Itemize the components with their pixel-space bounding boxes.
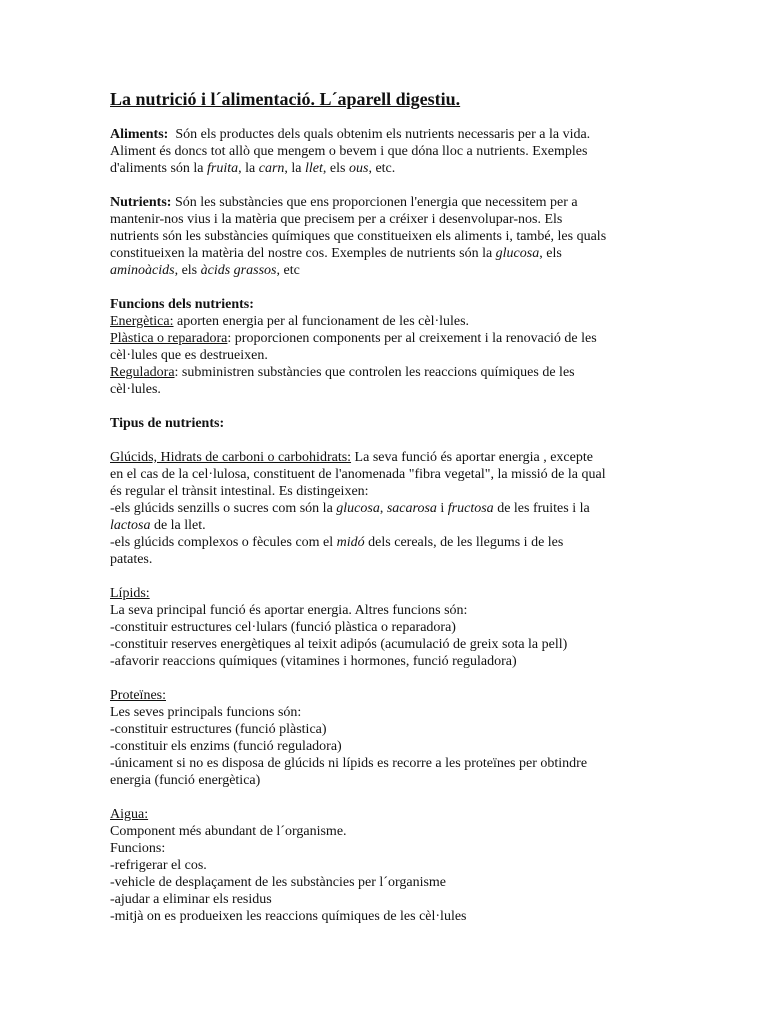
energetica-label: Energètica: <box>110 314 174 329</box>
section-nutrients: Nutrients: Són les substàncies que ens proporcionen l'energia que necessitem per a mantenir-nos vius i la matèria que precisem per a créixer i desenvolupar-nos. Els nutrients són les substàncies químiques que constitueixen els aliments i, també, les quals constitueixen la matèria del nostre cos. Exemples de nutrients són la glucosa, els aminoàcids, els àcids grassos, etc <box>110 195 607 278</box>
tipus-heading: Tipus de nutrients: <box>110 416 225 431</box>
plastica-label: Plàstica o reparadora <box>110 331 228 346</box>
aliments-label: Aliments: <box>110 127 169 142</box>
funcions-heading: Funcions dels nutrients: <box>110 297 254 312</box>
section-proteines: Proteïnes: Les seves principals funcions són: -constituir estructures (funció plàstica) -constituir els enzims (funció reguladora) -únicament si no es disposa de glúcids ni lípids es recorre a les proteïnes per obtindre energia (funció energètica) <box>110 688 588 788</box>
section-glucids: Glúcids, Hidrats de carboni o carbohidrats: La seva funció és aportar energia , excepte en el cas de la cel·lulosa, constituent de l'anomenada "fibra vegetal", la missió de la qual és regular el trànsit intestinal. Es distingeixen: -els glúcids senzills o sucres com són la glucosa, sacarosa i fructosa de les fruites i la lactosa de la llet. -els glúcids complexos o fècules com el midó dels cereals, de les llegums i de les patates. <box>110 450 606 567</box>
glucids-label: Glúcids, Hidrats de carboni o carbohidrats: <box>110 450 352 465</box>
proteines-label: Proteïnes: <box>110 688 166 703</box>
section-funcions: Funcions dels nutrients: Energètica: aporten energia per al funcionament de les cèl·lules. Plàstica o reparadora: proporcionen components per al creixement i la renovació de les cèl·lules que es destrueixen. Reguladora: subministren substàncies que controlen les reaccions químiques de les cèl·lules. <box>110 297 597 397</box>
lipids-label: Lípids: <box>110 586 150 601</box>
document-title: La nutrició i l´alimentació. L´aparell digestiu. <box>110 89 461 109</box>
document-body <box>110 88 670 925</box>
aigua-label: Aigua: <box>110 807 149 822</box>
section-aigua: Aigua: Component més abundant de l´organisme. Funcions: -refrigerar el cos. -vehicle de desplaçament de les substàncies per l´organisme -ajudar a eliminar els residus -mitjà on es produeixen les reaccions químiques de les cèl·lules <box>110 807 467 924</box>
section-lipids: Lípids: La seva principal funció és aportar energia. Altres funcions són: -constituir estructures cel·lulars (funció plàstica o reparadora) -constituir reserves energètiques al teixit adipós (acumulació de greix sota la pell) -afavorir reaccions químiques (vitamines i hormones, funció reguladora) <box>110 586 568 669</box>
nutrients-label: Nutrients: <box>110 195 172 210</box>
section-aliments: Aliments: Són els productes dels quals obtenim els nutrients necessaris per a la vida. Aliment és doncs tot allò que mengem o bevem i que dóna lloc a nutrients. Exemples d'aliments són la fruita, la carn, la llet, els ous, etc. <box>110 127 591 176</box>
reguladora-label: Reguladora <box>110 365 175 380</box>
